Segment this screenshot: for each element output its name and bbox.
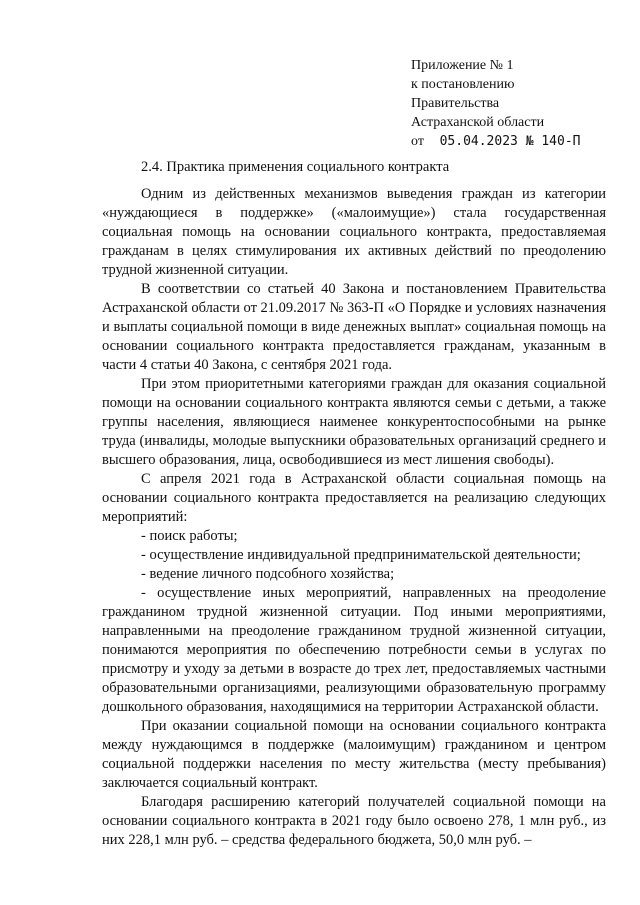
annex-line-2: к постановлению: [411, 77, 515, 92]
annex-date: 05.04.2023: [439, 134, 518, 149]
paragraph-6: Благодаря расширению категорий получателей социальной помощи на основании социального контракта в 2021 году было освоено 278, 1 млн руб., из них 228,1 млн руб. – средства федерального бюджета, 50,0 млн руб. –: [102, 794, 606, 848]
list-item-2: - осуществление индивидуальной предпринимательской деятельности;: [141, 547, 581, 563]
annex-number: 140-П: [541, 134, 581, 149]
annex-line-1: Приложение № 1: [411, 58, 514, 73]
annex-date-line: [411, 132, 581, 151]
annex-number-sign: №: [525, 134, 534, 149]
paragraph-3: При этом приоритетными категориями граждан для оказания социальной помощи на основании социального контракта являются семьи с детьми, а также группы населения, являющиеся наименее конкурентоспособными на рынке труда (инвалиды, молодые выпускники образовательных организаций среднего и высшего образования, лица, освободившиеся из мест лишения свободы).: [102, 376, 606, 468]
annex-from: от: [411, 134, 424, 149]
paragraph-5: При оказании социальной помощи на основании социального контракта между нуждающимся в поддержке (малоимущим) гражданином и центром социальной поддержки населения по месту жительства (месту пребывания) заключается социальный контракт.: [102, 718, 606, 791]
paragraph-1: Одним из действенных механизмов выведения граждан из категории «нуждающиеся в поддержке» («малоимущие») стала государственная социальная помощь на основании социального контракта, предоставляемая гражданам в целях стимулирования их активных действий по преодолению трудной жизненной ситуации.: [102, 186, 606, 278]
paragraph-2: В соответствии со статьей 40 Закона и постановлением Правительства Астраханской области от 21.09.2017 № 363-П «О Порядке и условиях назначения и выплаты социальной помощи в виде денежных выплат» социальная помощь на основании социального контракта предоставляется гражданам, указанным в части 4 статьи 40 Закона, с сентября 2021 года.: [102, 281, 606, 373]
list-item-1: - поиск работы;: [141, 528, 238, 544]
annex-block: [411, 56, 581, 151]
list-item-4: - осуществление иных мероприятий, направленных на преодоление гражданином трудной жизненной ситуации. Под иными мероприятиями, направленными на преодоление гражданином трудной жизненной ситуации, понимаются мероприятия по обеспечению потребности семьи в услугах по присмотру и уходу за детьми в возрасте до трех лет, предоставляемых частными образовательными организациями, реализующими образовательную программу дошкольного образования, находящимися на территории Астраханской области.: [102, 585, 606, 715]
section-heading: 2.4. Практика применения социального контракта: [141, 159, 450, 175]
annex-line-4: Астраханской области: [411, 115, 545, 130]
list-item-3: - ведение личного подсобного хозяйства;: [141, 566, 395, 582]
paragraph-4: С апреля 2021 года в Астраханской области социальная помощь на основании социального контракта предоставляется на реализацию следующих мероприятий:: [102, 471, 606, 525]
document-body: [102, 185, 606, 850]
annex-line-3: Правительства: [411, 96, 500, 111]
